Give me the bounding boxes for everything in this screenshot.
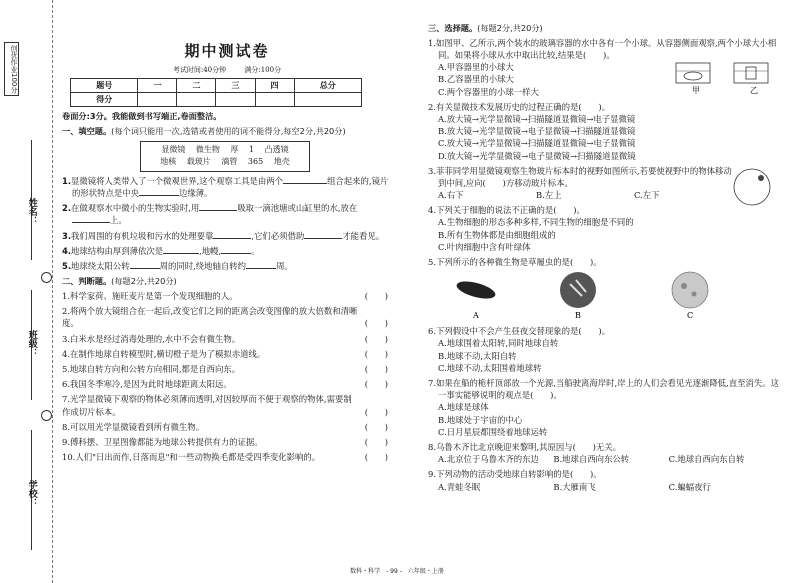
word-bank-item: 365	[247, 157, 264, 167]
score-header-cell: 二	[177, 79, 216, 93]
answer-blank[interactable]	[139, 195, 179, 196]
fill-question: 2.在做观察水中微小的生物实验时,用 吸取一滴池塘或山缸里的水,放在上。	[62, 203, 358, 226]
choice-question: 6.下列假设中不会产生昼夜交替现象的是( )。	[428, 326, 611, 337]
choice-question: 1.如图甲、乙所示,两个装水的玻璃容器的水中各有一个小球。从容器侧面观察,两个小球大小相同。如果将小球从水中取出比较,结果是( )。	[428, 37, 777, 61]
true-false-item	[62, 348, 392, 360]
microbe-b-image	[560, 272, 596, 308]
score-header-cell: 题号	[71, 79, 138, 93]
true-false-list	[62, 290, 392, 463]
microbe-c-detail	[692, 292, 697, 297]
true-false-item	[62, 436, 392, 448]
true-false-item	[62, 421, 392, 433]
section-desc: (每题2分,共20分)	[477, 23, 543, 33]
answer-blank[interactable]	[213, 238, 251, 239]
choice-option[interactable]: C.左下	[634, 190, 660, 201]
fig-label-jia: 甲	[692, 86, 700, 96]
answer-bracket[interactable]: ( )	[364, 291, 388, 302]
score-table	[70, 78, 362, 107]
true-false-text: 8.可以用光学显微镜看到所有微生物。	[62, 421, 204, 432]
microbe-a-image	[455, 278, 497, 302]
choice-option[interactable]: B.所有生物体都是由细胞组成的	[438, 229, 556, 240]
exam-meta	[62, 66, 392, 74]
fill-question: 4.地球结构由厚到薄依次是 ,地幔, 。	[62, 245, 260, 256]
fill-question: 3.我们周围的有机垃圾和污水的处理要靠 ,它们必须借助 才能看见。	[62, 230, 385, 241]
answer-bracket[interactable]: ( )	[364, 379, 388, 390]
answer-bracket[interactable]: ( )	[364, 363, 388, 374]
answer-bracket[interactable]: ( )	[364, 452, 388, 463]
container-yi	[734, 63, 768, 83]
choice-question: 3.菲菲同学用显微镜观察生物玻片标本时的视野如图所示,若要使视野中的物体移动到中间,应向( )方移动玻片标本。	[428, 165, 732, 188]
choice-option[interactable]: A.甲容器里的小球大	[438, 62, 514, 73]
choice-option[interactable]: B.地球不动,太阳自转	[438, 350, 517, 361]
choice-option[interactable]: A.放大镜→光学显微镜→扫描隧道显微镜→电子显微镜	[438, 113, 636, 124]
choice-question: 8.乌鲁木齐比北京晚迎来黎明,其原因与( )无关。	[428, 441, 622, 452]
choice-option[interactable]: C.叶肉细胞中含有叶绿体	[438, 241, 531, 252]
containers-figure	[668, 59, 778, 97]
choice-options	[428, 453, 784, 465]
choice-question: 7.如果在船的桅杆顶部放一个光源,当船驶离海岸时,岸上的人们会看见光逐渐降低,直至消失。这一事实能够说明的观点是( )。	[428, 378, 779, 401]
answer-blank[interactable]	[221, 253, 251, 254]
answer-blank[interactable]	[304, 238, 342, 239]
answer-blank[interactable]	[199, 210, 237, 211]
page-footer: 数科・科学 - 99 - 六年级・上册	[350, 568, 444, 575]
true-false-text: 3.白米水是经过消毒处理的,水中不会有微生物。	[62, 333, 241, 344]
choice-option[interactable]: A.青蛙冬眠	[438, 481, 481, 492]
choice-option[interactable]: B.放大镜→光学显微镜→电子显微镜→扫描隧道显微镜	[438, 126, 636, 137]
word-bank-item: 凸透镜	[264, 145, 289, 155]
binding-hole	[41, 272, 52, 283]
full-score: 满分:100分	[244, 66, 282, 74]
choice-option[interactable]: C.地球自西向东自转	[668, 454, 745, 465]
choice-option[interactable]: C.蝙蝠夜行	[668, 481, 711, 492]
section-title: 二、判断题。	[62, 276, 112, 287]
choice-option[interactable]: B.地球自西向东公转	[553, 454, 630, 465]
section-fill-in	[62, 127, 392, 137]
answer-blank[interactable]	[72, 222, 110, 223]
ball-yi	[746, 67, 756, 79]
name-label: 姓名：	[26, 198, 37, 225]
fill-question: 1.显微镜将人类带入了一个微观世界,这个观察工具是由两个 组合起来的,镜片的形状特点是中央 边缘薄。	[62, 175, 389, 199]
field-of-view	[734, 169, 770, 205]
left-column	[62, 30, 392, 463]
binding-hole	[41, 410, 52, 421]
brand-logo: 创优作业100分	[4, 42, 19, 96]
answer-bracket[interactable]: ( )	[364, 318, 388, 329]
score-header-cell: 四	[255, 79, 294, 93]
true-false-item	[62, 393, 392, 417]
neatness-note: 卷面分:3分。我能做到书写端正,卷面整洁。	[62, 111, 222, 122]
answer-blank[interactable]	[163, 253, 199, 254]
true-false-text: 4.在制作地球自转模型时,横切橙子是为了模拟赤道线。	[62, 348, 266, 359]
true-false-text: 5.地球自转方向和公转方向相同,都是自西向东。	[62, 363, 241, 374]
answer-bracket[interactable]: ( )	[364, 421, 388, 432]
choice-question: 9.下列动物的活动受地球自转影响的是( )。	[428, 469, 602, 480]
word-bank-item: 地核	[160, 157, 177, 167]
microbe-c-image	[672, 272, 708, 308]
score-cell[interactable]	[255, 93, 294, 107]
choice-option[interactable]: B.大雁南飞	[553, 481, 596, 492]
true-false-text: 1.科学家荷、施旺麦片是第一个发现细胞的人。	[62, 291, 238, 302]
choice-options	[428, 61, 784, 98]
section-title: 一、填空题。	[62, 126, 112, 137]
true-false-item	[62, 363, 392, 375]
true-false-item	[62, 305, 392, 329]
choice-option[interactable]: C.日月星辰都围绕着地球运转	[438, 426, 548, 437]
score-cell[interactable]	[177, 93, 216, 107]
section-desc: (每个词只能用一次,选错或者使用的词不能得分,每空2分,共20分)	[111, 126, 346, 137]
question-3-block	[428, 165, 784, 202]
score-header-cell: 一	[138, 79, 177, 93]
page-title: 期中测试卷	[184, 42, 270, 60]
choice-option[interactable]: B.乙容器里的小球大	[438, 74, 514, 85]
right-column	[428, 24, 784, 493]
word-bank-item: 滴管	[221, 157, 238, 167]
answer-blank[interactable]	[246, 268, 276, 269]
answer-bracket[interactable]: ( )	[364, 333, 388, 344]
choice-option[interactable]: A.生物细胞的形态多种多样,不同生物的细胞是不同的	[438, 217, 634, 228]
choice-option[interactable]: D.放大镜→光学显微镜→电子显微镜→扫描隧道显微镜	[438, 150, 636, 161]
word-bank-row	[141, 144, 309, 156]
answer-bracket[interactable]: ( )	[364, 348, 388, 359]
true-false-text: 9.傅科摆、卫星图像都能为地球公转提供有力的证据。	[62, 436, 263, 447]
choice-option[interactable]: A.地球是球体	[438, 402, 489, 413]
class-label: 班级：	[26, 330, 37, 357]
fig-label-yi: 乙	[750, 86, 758, 96]
microbe-label-a[interactable]: A	[473, 311, 479, 321]
score-cell[interactable]	[294, 93, 361, 107]
microbe-figures	[428, 268, 784, 320]
answer-blank[interactable]	[130, 268, 160, 269]
choice-question: 4.下列关于细胞的说法不正确的是( )。	[428, 205, 585, 216]
microbe-label-b[interactable]: B	[575, 311, 581, 321]
section-true-false	[62, 277, 392, 287]
choice-options	[428, 481, 784, 493]
score-cell[interactable]	[138, 93, 177, 107]
answer-bracket[interactable]: ( )	[364, 406, 388, 417]
section-title: 三、选择题。	[428, 23, 478, 33]
choice-option[interactable]: A.北京位于乌鲁木齐的东边	[438, 454, 539, 465]
word-bank	[140, 141, 310, 172]
choice-option[interactable]: C.放大镜→光学显微镜→扫描隧道显微镜→电子显微镜	[438, 138, 636, 149]
choice-option[interactable]: B.左上	[536, 190, 562, 201]
word-bank-item: 厚	[230, 145, 239, 155]
exam-time: 考试时间:40分钟	[172, 66, 227, 74]
score-cell[interactable]	[216, 93, 255, 107]
school-label: 学校：	[26, 480, 37, 507]
score-header-cell: 总分	[294, 79, 361, 93]
word-bank-item: 地壳	[273, 157, 290, 167]
choice-option[interactable]: C.地球不动,太阳围着地球转	[438, 362, 542, 373]
true-false-item	[62, 451, 392, 463]
choice-option[interactable]: C.两个容器里的小球一样大	[438, 86, 539, 97]
section-desc: (每题2分,共20分)	[111, 276, 177, 287]
choice-option[interactable]: A.右下	[438, 190, 464, 201]
answer-blank[interactable]	[283, 183, 327, 184]
choice-option[interactable]: A.地球围着太阳转,同时地球自转	[438, 338, 559, 349]
section-choice	[428, 24, 784, 34]
true-false-text: 10.人们"日出而作,日落而息"和一些动物换毛都是受四季变化影响的。	[62, 452, 321, 463]
specimen-dot	[758, 175, 764, 181]
microscope-view-figure	[732, 167, 772, 207]
choice-question: 2.有关显微技术发展历史的过程正确的是( )。	[428, 101, 611, 112]
word-bank-item: 1	[249, 145, 255, 155]
word-bank-item: 微生物	[195, 145, 220, 155]
microbe-label-c[interactable]: C	[687, 311, 694, 321]
word-bank-item: 显微镜	[161, 145, 186, 155]
score-header-cell: 三	[216, 79, 255, 93]
word-bank-item: 载玻片	[186, 157, 211, 167]
answer-bracket[interactable]: ( )	[364, 436, 388, 447]
fill-question: 5.地球绕太阳公转 周的同时,绕地轴自转约 周。	[62, 260, 293, 271]
true-false-text: 7.光学显微镜下观察的物体必须薄而透明,对因较厚而不便于观察的物体,需要制作成切片标本。	[62, 394, 352, 417]
true-false-text: 2.将两个放大镜组合在一起后,改变它们之间的距离会改变图像的放大倍数和清晰度。	[62, 306, 358, 329]
word-bank-row	[141, 156, 309, 168]
score-row-label: 得分	[71, 93, 138, 107]
binding-margin	[0, 0, 53, 583]
choice-options	[428, 189, 784, 201]
true-false-item	[62, 333, 392, 345]
true-false-text: 6.我国冬季寒冷,是因为此时地球距离太阳远。	[62, 379, 232, 390]
ball-jia	[684, 72, 702, 80]
true-false-item	[62, 378, 392, 390]
choice-question: 5.下列所示的各种微生物是草履虫的是( )。	[428, 257, 602, 268]
microbe-c-detail	[681, 283, 687, 289]
true-false-item	[62, 290, 392, 302]
choice-option[interactable]: B.地球处于宇宙的中心	[438, 414, 523, 425]
